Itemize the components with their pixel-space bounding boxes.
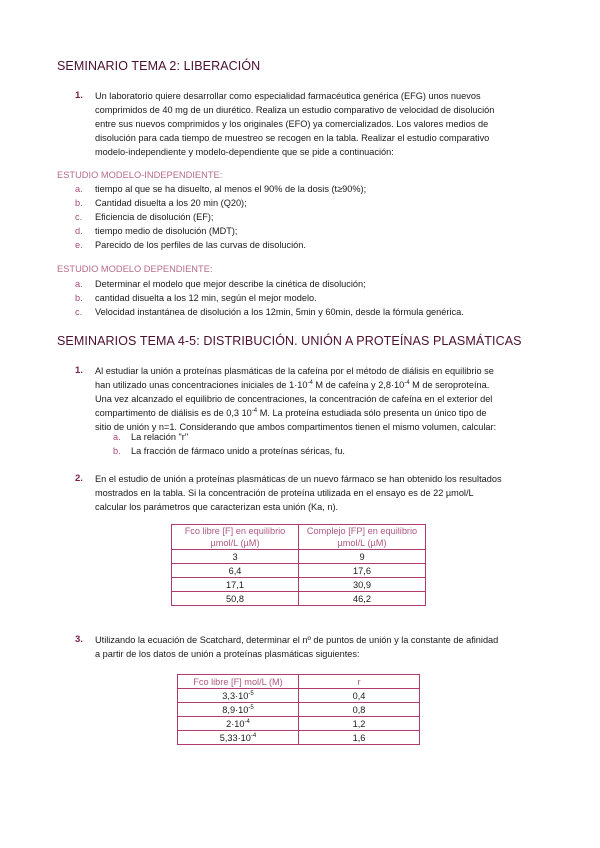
list-marker: a.	[75, 279, 83, 289]
list-marker: c.	[75, 307, 83, 317]
table-header-row	[172, 525, 426, 550]
list-item	[75, 198, 247, 208]
table-header-row	[178, 675, 420, 689]
list-marker: a.	[75, 184, 83, 194]
value-base: 5,33·10	[219, 732, 251, 743]
table-cell: 1,2	[299, 717, 420, 731]
superscript: -5	[248, 704, 254, 711]
list-marker: d.	[75, 226, 83, 236]
table-row	[178, 689, 420, 703]
table-row	[178, 731, 420, 745]
list-marker: c.	[75, 212, 83, 222]
value-base: 2·10	[226, 718, 245, 729]
scatchard-data-table	[177, 674, 420, 745]
text-line: Un laboratorio quiere desarrollar como especialidad farmacéutica genérica (EFG) unos nuevos	[95, 91, 481, 101]
list-item-text: Parecido de los perfiles de las curvas de disolución.	[95, 240, 306, 250]
list-item	[75, 184, 366, 194]
list-item-text: Determinar el modelo que mejor describe la cinética de disolución;	[95, 279, 366, 289]
table-cell: 17,6	[299, 564, 426, 578]
text-line: modelo-independiente y modelo-dependiente que se pide a continuación:	[95, 147, 394, 157]
table-header	[172, 525, 299, 550]
section-title-distribucion: SEMINARIOS TEMA 4-5: DISTRIBUCIÓN. UNIÓN A PROTEÍNAS PLASMÁTICAS	[57, 334, 522, 348]
table-cell: 46,2	[299, 592, 426, 606]
superscript: -4	[404, 380, 410, 386]
table-cell: 17,1	[172, 578, 299, 592]
text-line: disolución para cada tiempo de muestreo se recogen en la tabla. Realizar el estudio comparativo	[95, 133, 490, 143]
list-item-text: La fracción de fármaco unido a proteínas séricas, fu.	[131, 446, 345, 456]
text-line: comprimidos de 40 mg de un diurético. Realiza un estudio comparativo de velocidad de disolución	[95, 105, 495, 115]
binding-data-table	[171, 524, 426, 606]
list-item-text: tiempo al que se ha disuelto, al menos el 90% de la dosis (t≥90%);	[95, 184, 367, 194]
header-line: µmol/L (µM)	[210, 538, 260, 548]
table-row	[178, 717, 420, 731]
section-title-liberacion: SEMINARIO TEMA 2: LIBERACIÓN	[57, 59, 261, 73]
list-marker: a.	[113, 432, 121, 442]
list-item	[113, 446, 345, 456]
header-line: Fco libre [F] en equilibrio	[184, 526, 286, 536]
text-fragment: M de cafeína y 2,8·10	[312, 380, 405, 390]
text-fragment: compartimento de diálisis es de 0,3 10	[95, 408, 252, 418]
list-item	[75, 307, 464, 317]
list-marker: b.	[75, 198, 83, 208]
text-line	[95, 378, 543, 392]
text-line: Una vez alcanzado el equilibrio de concentraciones, la concentración de cafeína en el exterior del	[95, 394, 493, 404]
superscript: -4	[244, 718, 250, 725]
text-fragment: M. La proteína estudiada sólo presenta un único tipo de	[257, 408, 487, 418]
text-line: En el estudio de unión a proteínas plasmáticas de un nuevo fármaco se han obtenido los resultados	[95, 474, 502, 484]
superscript: -4	[307, 380, 313, 386]
question-text	[95, 89, 543, 159]
subheading-model-independent: ESTUDIO MODELO-INDEPENDIENTE:	[57, 170, 223, 180]
question-number: 2.	[75, 473, 83, 484]
table-row	[172, 564, 426, 578]
list-item	[75, 212, 213, 222]
table-cell	[178, 689, 299, 703]
list-item-text: Eficiencia de disolución (EF);	[95, 212, 214, 222]
text-line: sitio de unión y n=1. Considerando que ambos compartimentos tienen el mismo volumen, calcular:	[95, 422, 497, 432]
text-line	[95, 406, 543, 420]
list-item-text: Cantidad disuelta a los 20 min (Q20);	[95, 198, 247, 208]
list-item	[75, 226, 237, 236]
list-item	[75, 240, 306, 250]
list-item	[75, 293, 317, 303]
list-marker: b.	[113, 446, 121, 456]
table-header	[299, 525, 426, 550]
list-marker: e.	[75, 240, 83, 250]
subheading-model-dependent: ESTUDIO MODELO DEPENDIENTE:	[57, 264, 213, 274]
text-line: a partir de los datos de unión a proteínas plasmáticas siguientes:	[95, 649, 360, 659]
table-cell: 9	[299, 550, 426, 564]
header-line: Complejo [FP] en equilibrio	[306, 526, 418, 536]
table-cell: 0,8	[299, 703, 420, 717]
list-marker: b.	[75, 293, 83, 303]
question-text	[95, 364, 543, 434]
list-item-text: tiempo medio de disolución (MDT);	[95, 226, 238, 236]
table-header: r	[299, 675, 420, 689]
header-line: µmol/L (µM)	[337, 538, 387, 548]
table-row	[178, 703, 420, 717]
table-cell: 30,9	[299, 578, 426, 592]
text-line: calcular los parámetros que caracterizan esta unión (Ka, n).	[95, 502, 339, 512]
question-number: 3.	[75, 634, 83, 645]
value-base: 3,3·10	[222, 690, 249, 701]
superscript: -4	[250, 732, 257, 739]
question-number: 1.	[75, 90, 83, 101]
table-row	[172, 550, 426, 564]
superscript: -4	[251, 408, 258, 414]
table-cell: 50,8	[172, 592, 299, 606]
text-line: Utilizando la ecuación de Scatchard, determinar el nº de puntos de unión y la constante de afinidad	[95, 635, 499, 645]
question-number: 1.	[75, 365, 83, 376]
text-line: mostrados en la tabla. Si la concentración de proteína utilizada en el ensayo es de 22 µmol/L	[95, 488, 474, 498]
list-item-text: cantidad disuelta a los 12 min, según el mejor modelo.	[95, 293, 317, 303]
list-item	[113, 432, 188, 442]
table-cell	[178, 717, 299, 731]
table-cell	[178, 731, 299, 745]
table-cell	[178, 703, 299, 717]
table-cell: 6,4	[172, 564, 299, 578]
value-base: 8,9·10	[222, 704, 249, 715]
text-line: entre sus nuevos comprimidos y los originales (EFO) ya comercializados. Los valores medios de	[95, 119, 489, 129]
list-item-text: La relación "r"	[131, 432, 189, 442]
table-header: Fco libre [F] mol/L (M)	[178, 675, 299, 689]
text-fragment: han utilizado unas concentraciones iniciales de 1·10	[95, 380, 308, 390]
table-cell: 3	[172, 550, 299, 564]
table-cell: 1,6	[299, 731, 420, 745]
superscript: -5	[248, 690, 254, 697]
question-text	[95, 633, 543, 661]
question-text	[95, 472, 543, 514]
list-item-text: Velocidad instantánea de disolución a los 12min, 5min y 60min, desde la fórmula genérica.	[95, 307, 464, 317]
table-row	[172, 592, 426, 606]
table-cell: 0,4	[299, 689, 420, 703]
text-line: Al estudiar la unión a proteínas plasmáticas de la cafeína por el método de diálisis en equilibrio se	[95, 366, 494, 376]
table-row	[172, 578, 426, 592]
text-fragment: M de seroproteína.	[409, 380, 490, 390]
list-item	[75, 279, 366, 289]
